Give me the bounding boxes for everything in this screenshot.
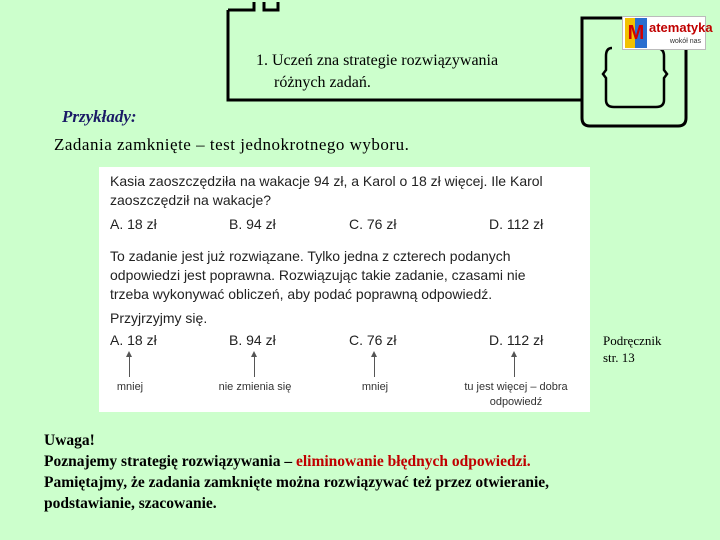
option-c: C. 76 zł [349, 216, 397, 232]
matematyka-logo [622, 16, 713, 50]
notice-block [44, 430, 704, 514]
arrow-up-icon [254, 353, 255, 377]
task-card [99, 167, 590, 412]
explanation-line-3: trzeba wykonywać obliczeń, aby podać poprawną odpowiedź. [110, 286, 493, 302]
note-b: nie zmienia się [218, 381, 292, 393]
notice-line-1-start: Poznajemy strategię rozwiązywania – [44, 453, 296, 470]
notice-line-1 [44, 451, 704, 472]
reference-line-2: str. 13 [603, 350, 635, 365]
closed-tasks-heading: Zadania zamknięte – test jednokrotnego wyboru. [54, 135, 410, 154]
note-c: mniej [361, 381, 389, 393]
option-d-again: D. 112 zł [489, 332, 544, 348]
notice-label: Uwaga! [44, 432, 95, 449]
look-label: Przyjrzyjmy się. [110, 310, 208, 326]
title-line-1: 1. Uczeń zna strategie rozwiązywania [256, 52, 499, 69]
notice-highlight: eliminowanie błędnych odpowiedzi. [295, 453, 531, 470]
option-d: D. 112 zł [489, 216, 544, 232]
notice-line-3: podstawianie, szacowanie. [44, 495, 217, 512]
arrow-up-icon [374, 353, 375, 377]
notice-line-2: Pamiętajmy, że zadania zamknięte można rozwiązywać też przez otwieranie, [44, 474, 550, 491]
logo-tagline: wokół nas [669, 38, 701, 45]
problem-line-2: zaoszczędził na wakacje? [110, 192, 272, 208]
reference-line-1: Podręcznik [603, 333, 662, 348]
title-line-2: różnych zadań. [274, 74, 371, 91]
note-a: mniej [116, 381, 144, 393]
arrow-up-icon [514, 353, 515, 377]
problem-line-1: Kasia zaoszczędziła na wakacje 94 zł, a Karol o 18 zł więcej. Ile Karol [110, 173, 543, 189]
examples-label: Przykłady: [62, 107, 137, 126]
option-c-again: C. 76 zł [349, 332, 397, 348]
logo-word: atematyka [649, 20, 713, 35]
explanation-line-2: odpowiedzi jest poprawna. Rozwiązując takie zadanie, czasami nie [110, 267, 526, 283]
option-b: B. 94 zł [229, 216, 276, 232]
option-a-again: A. 18 zł [110, 332, 157, 348]
explanation-line-1: To zadanie jest już rozwiązane. Tylko jedna z czterech podanych [110, 248, 511, 264]
arrow-up-icon [129, 353, 130, 377]
slide-title [256, 50, 586, 94]
textbook-reference [603, 332, 703, 366]
option-a: A. 18 zł [110, 216, 157, 232]
note-d: tu jest więcej – dobra [464, 381, 568, 393]
option-b-again: B. 94 zł [229, 332, 276, 348]
note-d-2: odpowiedź [489, 396, 543, 408]
m-letter-logo-icon: M [625, 18, 647, 48]
